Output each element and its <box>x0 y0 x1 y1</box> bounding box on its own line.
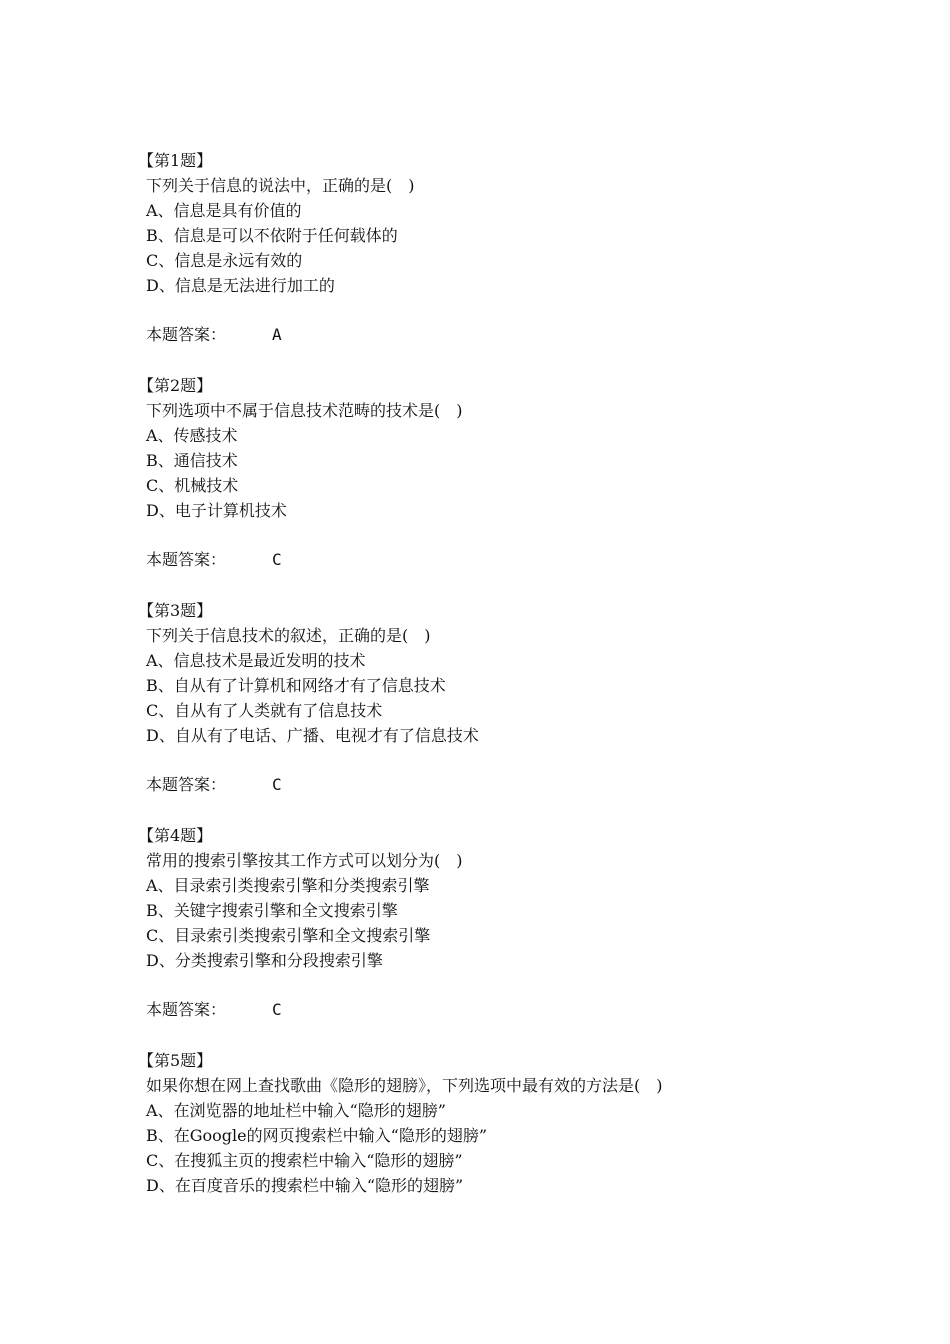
option-c: C、在搜狐主页的搜索栏中输入“隐形的翅膀” <box>146 1151 463 1170</box>
option-d: D、信息是无法进行加工的 <box>146 276 335 295</box>
option-b: B、通信技术 <box>146 451 238 470</box>
option-c: C、自从有了人类就有了信息技术 <box>146 701 383 720</box>
question-stem: 下列关于信息的说法中，正确的是( ) <box>146 176 415 195</box>
option-b: B、关键字搜索引擎和全文搜索引擎 <box>146 901 398 920</box>
question-stem: 常用的搜索引擎按其工作方式可以划分为( ) <box>146 851 463 870</box>
question-5 <box>138 1048 906 1198</box>
question-stem: 如果你想在网上查找歌曲《隐形的翅膀》，下列选项中最有效的方法是( ) <box>146 1076 663 1095</box>
option-b: B、自从有了计算机和网络才有了信息技术 <box>146 676 446 695</box>
question-stem: 下列关于信息技术的叙述，正确的是( ) <box>146 626 431 645</box>
answer-label: 本题答案： <box>146 775 227 794</box>
document-page <box>138 148 906 1224</box>
option-d: D、在百度音乐的搜索栏中输入“隐形的翅膀” <box>146 1176 464 1195</box>
option-c: C、目录索引类搜索引擎和全文搜索引擎 <box>146 926 431 945</box>
option-b: B、在Google的网页搜索栏中输入“隐形的翅膀” <box>146 1126 487 1145</box>
question-2 <box>138 373 906 572</box>
answer-value: C <box>272 1000 282 1019</box>
option-b: B、信息是可以不依附于任何载体的 <box>146 226 398 245</box>
option-c: C、信息是永远有效的 <box>146 251 303 270</box>
answer-row <box>146 547 906 572</box>
question-number: 【第5题】 <box>138 1051 213 1070</box>
answer-row <box>146 997 906 1022</box>
option-d: D、电子计算机技术 <box>146 501 287 520</box>
option-c: C、机械技术 <box>146 476 239 495</box>
question-1 <box>138 148 906 347</box>
answer-label: 本题答案： <box>146 550 227 569</box>
question-3 <box>138 598 906 797</box>
option-a: A、目录索引类搜索引擎和分类搜索引擎 <box>146 876 430 895</box>
answer-label: 本题答案： <box>146 325 227 344</box>
option-a: A、信息技术是最近发明的技术 <box>146 651 366 670</box>
answer-value: A <box>272 325 282 344</box>
option-a: A、传感技术 <box>146 426 238 445</box>
option-a: A、在浏览器的地址栏中输入“隐形的翅膀” <box>146 1101 446 1120</box>
question-stem: 下列选项中不属于信息技术范畴的技术是( ) <box>146 401 463 420</box>
answer-row <box>146 322 906 347</box>
answer-value: C <box>272 775 282 794</box>
option-a: A、信息是具有价值的 <box>146 201 302 220</box>
option-d: D、自从有了电话、广播、电视才有了信息技术 <box>146 726 479 745</box>
answer-row <box>146 772 906 797</box>
question-number: 【第1题】 <box>138 151 213 170</box>
question-number: 【第2题】 <box>138 376 213 395</box>
question-number: 【第4题】 <box>138 826 213 845</box>
answer-label: 本题答案： <box>146 1000 227 1019</box>
question-4 <box>138 823 906 1022</box>
answer-value: C <box>272 550 282 569</box>
question-number: 【第3题】 <box>138 601 213 620</box>
option-d: D、分类搜索引擎和分段搜索引擎 <box>146 951 383 970</box>
